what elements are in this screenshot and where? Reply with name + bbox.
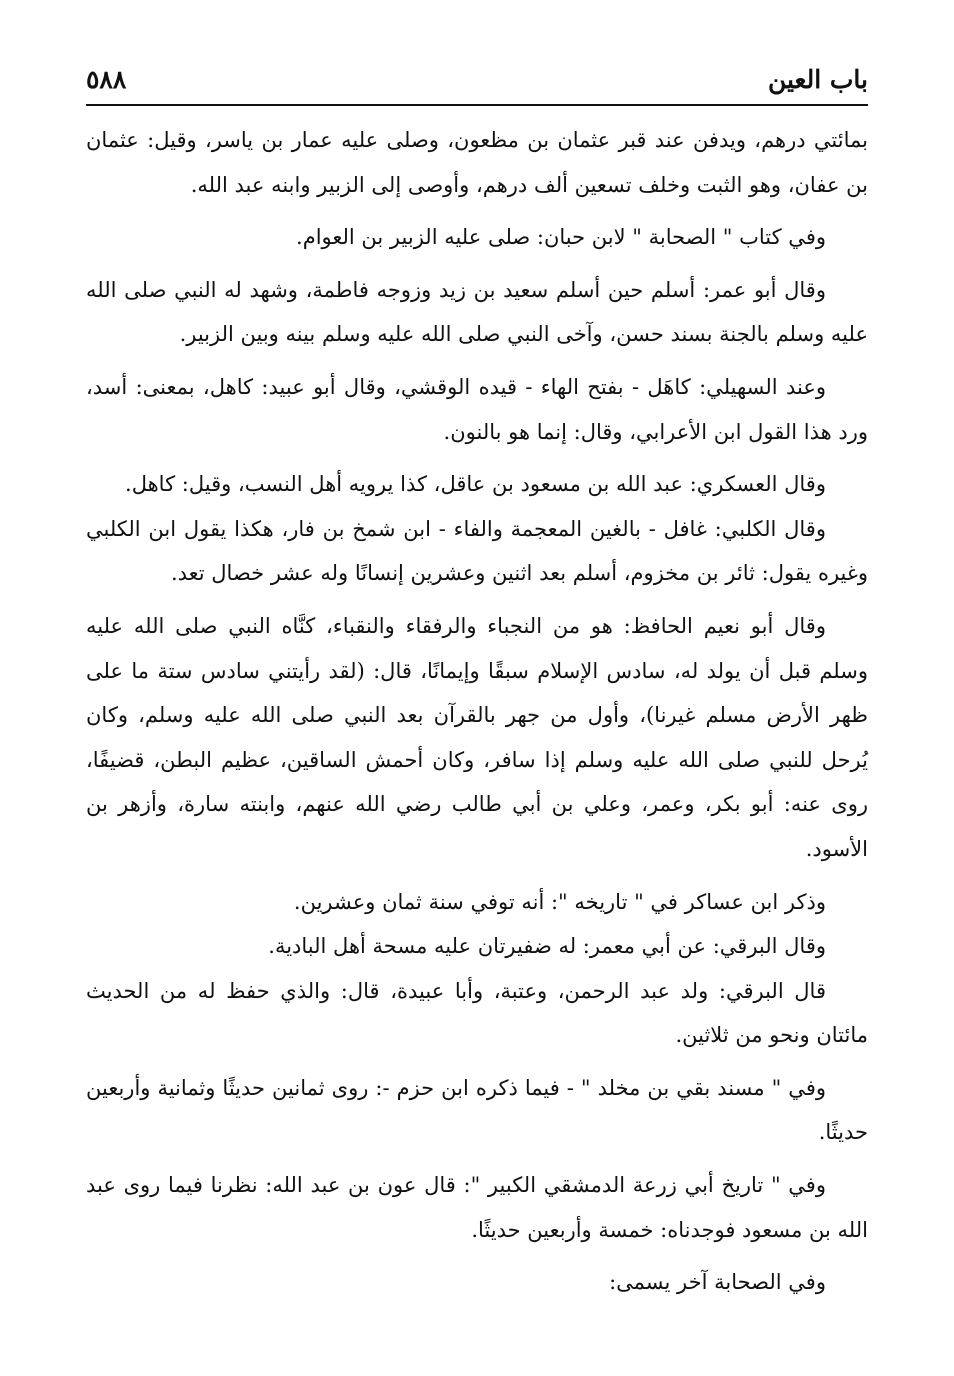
running-header	[86, 62, 868, 98]
paragraph: قال البرقي: ولد عبد الرحمن، وعتبة، وأبا عبيدة، قال: والذي حفظ له من الحديث مائتان ونحو من ثلاثين.	[86, 978, 868, 1048]
paragraph: وقال أبو نعيم الحافظ: هو من النجباء والرفقاء والنقباء، كنَّاه النبي صلى الله عليه وسلم قبل أن يولد له، سادس الإسلام سبقًا وإيمانًا، قال: (لقد رأيتني سادس ستة ما على ظهر الأرض مسلم غيرنا)، وأول من جهر بالقرآن بعد النبي صلى الله عليه وسلم، وكان يُرحل للنبي صلى الله عليه وسلم إذا سافر، وكان أحمش الساقين، عظيم البطن، قضيفًا، روى عنه: أبو بكر، وعمر، وعلي بن أبي طالب رضي الله عنهم، وابنته سارة، وأزهر بن الأسود.	[86, 613, 868, 861]
text-body	[86, 118, 868, 1305]
paragraph: وقال البرقي: عن أبي معمر: له ضفيرتان عليه مسحة أهل البادية.	[268, 934, 826, 959]
page-number: ٥٨٨	[86, 65, 127, 94]
paragraph: وقال أبو عمر: أسلم حين أسلم سعيد بن زيد وزوجه فاطمة، وشهد له النبي صلى الله عليه وسلم بالجنة بسند حسن، وآخى النبي صلى الله عليه وسلم بينه وبين الزبير.	[86, 277, 868, 347]
paragraph: وفي الصحابة آخر يسمى:	[609, 1270, 826, 1295]
paragraph: بمائتي درهم، ويدفن عند قبر عثمان بن مظعون، وصلى عليه عمار بن ياسر، وقيل: عثمان بن عفان، وهو الثبت وخلف تسعين ألف درهم، وأوصى إلى الزبير وابنه عبد الله.	[86, 128, 868, 197]
paragraph: وقال الكلبي: غافل - بالغين المعجمة والفاء - ابن شمخ بن فار، هكذا يقول ابن الكلبي وغيره يقول: ثائر بن مخزوم، أسلم بعد اثنين وعشرين إنسانًا وله عشر خصال تعد.	[86, 516, 868, 586]
paragraph: وعند السهيلي: كاهَل - بفتح الهاء - قيده الوقشي، وقال أبو عبيد: كاهل، بمعنى: أسد، ورد هذا القول ابن الأعرابي، وقال: إنما هو بالنون.	[86, 374, 868, 444]
header-rule	[86, 104, 868, 106]
paragraph: وفي " مسند بقي بن مخلد " - فيما ذكره ابن حزم -: روى ثمانين حديثًا وثمانية وأربعين حديثًا.	[86, 1075, 868, 1145]
paragraph: وفي كتاب " الصحابة " لابن حبان: صلى عليه الزبير بن العوام.	[296, 225, 826, 250]
chapter-title: باب العين	[767, 65, 868, 94]
paragraph: وقال العسكري: عبد الله بن مسعود بن عاقل، كذا يرويه أهل النسب، وقيل: كاهل.	[125, 472, 826, 497]
paragraph: وذكر ابن عساكر في " تاريخه ": أنه توفي سنة ثمان وعشرين.	[293, 889, 826, 914]
paragraph: وفي " تاريخ أبي زرعة الدمشقي الكبير ": قال عون بن عبد الله: نظرنا فيما روى عبد الله بن مسعود فوجدناه: خمسة وأربعين حديثًا.	[86, 1173, 868, 1242]
